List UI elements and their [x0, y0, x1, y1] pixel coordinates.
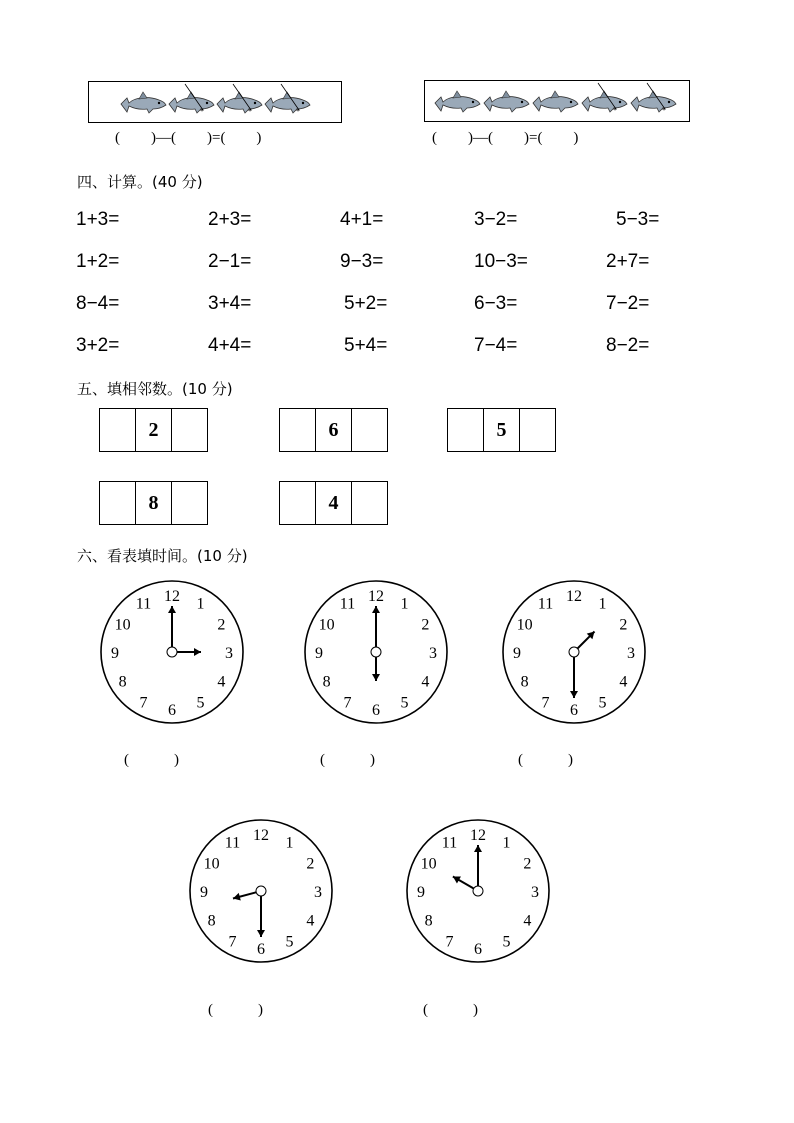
clock-numeral: 9	[417, 884, 425, 901]
clock-numeral: 12	[253, 827, 269, 844]
hour-hand-tip	[194, 648, 201, 656]
clock-numeral: 5	[400, 694, 409, 712]
clock-numeral: 11	[135, 595, 152, 613]
clock-face	[98, 578, 246, 726]
fish-icon	[631, 83, 676, 115]
clock-numeral: 1	[400, 595, 409, 613]
equation: 2−1=	[208, 251, 252, 272]
clock-numeral: 11	[224, 834, 241, 852]
clock-face	[187, 817, 335, 965]
equation: 1+2=	[76, 251, 120, 272]
equation: 8−2=	[606, 335, 650, 356]
given-number: 2	[136, 409, 172, 451]
clock-center	[371, 647, 381, 657]
equation: 2+7=	[606, 251, 650, 272]
equation: 3+2=	[76, 335, 120, 356]
fish-icon	[435, 91, 480, 112]
clock-numeral: 1	[502, 834, 511, 852]
clock-numeral: 3	[627, 645, 635, 662]
equation: 3+4=	[208, 293, 252, 314]
answer-cell-left[interactable]	[100, 482, 136, 524]
minute-hand-tip	[257, 930, 265, 937]
clock-numeral: 5	[196, 694, 205, 712]
clock-center	[569, 647, 579, 657]
neighbor-number-box	[279, 481, 388, 525]
given-number: 4	[316, 482, 352, 524]
clock-numeral: 1	[285, 834, 294, 852]
clock-face	[302, 578, 450, 726]
clock-face	[500, 578, 648, 726]
clock-numeral: 9	[111, 645, 119, 662]
clock-face	[404, 817, 552, 965]
clock-numeral: 11	[537, 595, 554, 613]
clock-numeral: 7	[139, 694, 148, 712]
neighbor-number-box	[99, 408, 208, 452]
clock-numeral: 12	[566, 588, 582, 605]
clock-numeral: 11	[441, 834, 458, 852]
clock-numeral: 6	[372, 702, 380, 719]
clock-numeral: 8	[520, 673, 529, 691]
clock-numeral: 10	[114, 616, 131, 634]
clock-numeral: 8	[207, 912, 216, 930]
hour-hand-tip	[372, 674, 380, 681]
fish-picture-box-2	[424, 80, 690, 122]
answer-cell-right[interactable]	[172, 409, 207, 451]
clock-numeral: 3	[531, 884, 539, 901]
clock-numeral: 6	[474, 941, 482, 958]
fish-picture-box-1	[88, 81, 342, 123]
time-answer-blank[interactable]: ( )	[124, 752, 179, 768]
subtraction-blank-1: ( )—( )=( )	[115, 130, 262, 146]
time-answer-blank[interactable]: ( )	[518, 752, 573, 768]
clock-numeral: 6	[168, 702, 176, 719]
equation: 2+3=	[208, 209, 252, 230]
fish-group-2	[425, 81, 689, 121]
svg-text:*: *	[613, 106, 617, 115]
fish-icon	[169, 84, 214, 116]
given-number: 8	[136, 482, 172, 524]
given-number: 5	[484, 409, 520, 451]
clock-numeral: 2	[217, 616, 226, 634]
clock-numeral: 12	[368, 588, 384, 605]
clock-numeral: 4	[217, 673, 226, 691]
answer-cell-left[interactable]	[280, 409, 316, 451]
clock-numeral: 4	[421, 673, 430, 691]
clock-numeral: 10	[420, 855, 437, 873]
equation: 6−3=	[474, 293, 518, 314]
time-answer-blank[interactable]: ( )	[423, 1002, 478, 1018]
answer-cell-left[interactable]	[448, 409, 484, 451]
clock-numeral: 3	[225, 645, 233, 662]
equation: 5−3=	[616, 209, 660, 230]
clock-center	[256, 886, 266, 896]
section-6-title: 六、看表填时间。(10 分)	[77, 547, 248, 565]
section-5-title: 五、填相邻数。(10 分)	[77, 380, 233, 398]
minute-hand-tip	[372, 606, 380, 613]
clock-numeral: 7	[445, 933, 454, 951]
clock-numeral: 10	[318, 616, 335, 634]
clock-numeral: 12	[164, 588, 180, 605]
clock-numeral: 7	[541, 694, 550, 712]
fish-icon	[484, 91, 529, 112]
equation: 7−2=	[606, 293, 650, 314]
section-4-title: 四、计算。(40 分)	[77, 173, 203, 191]
minute-hand-tip	[168, 606, 176, 613]
clock-numeral: 9	[315, 645, 323, 662]
clock-numeral: 6	[257, 941, 265, 958]
clock-numeral: 9	[200, 884, 208, 901]
clock-numeral: 1	[598, 595, 607, 613]
svg-text:*: *	[200, 107, 204, 116]
clock-numeral: 4	[523, 912, 532, 930]
clock-numeral: 11	[339, 595, 356, 613]
subtraction-blank-2: ( )—( )=( )	[432, 130, 579, 146]
equation: 7−4=	[474, 335, 518, 356]
fish-icon	[265, 84, 310, 116]
fish-icon	[582, 83, 627, 115]
fish-icon	[121, 92, 166, 113]
clock-numeral: 2	[523, 855, 532, 873]
clock-numeral: 5	[285, 933, 294, 951]
equation: 8−4=	[76, 293, 120, 314]
hour-hand-tip	[233, 893, 241, 901]
clock-numeral: 8	[118, 673, 127, 691]
minute-hand-tip	[474, 845, 482, 852]
given-number: 6	[316, 409, 352, 451]
clock-numeral: 4	[619, 673, 628, 691]
equation: 5+2=	[344, 293, 388, 314]
clock-numeral: 10	[203, 855, 220, 873]
fish-group-1	[89, 82, 341, 122]
clock-numeral: 5	[502, 933, 511, 951]
equation: 5+4=	[344, 335, 388, 356]
clock-numeral: 7	[343, 694, 352, 712]
neighbor-number-box	[447, 408, 556, 452]
clock-numeral: 1	[196, 595, 205, 613]
clock-numeral: 3	[429, 645, 437, 662]
clock-numeral: 10	[516, 616, 533, 634]
equation: 4+1=	[340, 209, 384, 230]
clock-numeral: 2	[306, 855, 315, 873]
equation: 9−3=	[340, 251, 384, 272]
equation: 1+3=	[76, 209, 120, 230]
clock-numeral: 7	[228, 933, 237, 951]
clock-center	[473, 886, 483, 896]
answer-cell-right[interactable]	[352, 482, 387, 524]
answer-cell-right[interactable]	[520, 409, 555, 451]
clock-numeral: 9	[513, 645, 521, 662]
clock-numeral: 3	[314, 884, 322, 901]
fish-icon	[217, 84, 262, 116]
neighbor-number-box	[99, 481, 208, 525]
neighbor-number-box	[279, 408, 388, 452]
svg-text:*: *	[296, 107, 300, 116]
minute-hand-tip	[570, 691, 578, 698]
equation: 4+4=	[208, 335, 252, 356]
svg-text:*: *	[248, 107, 252, 116]
clock-numeral: 2	[421, 616, 430, 634]
answer-cell-left[interactable]	[100, 409, 136, 451]
answer-cell-right[interactable]	[352, 409, 387, 451]
clock-numeral: 2	[619, 616, 628, 634]
clock-numeral: 4	[306, 912, 315, 930]
clock-numeral: 8	[322, 673, 331, 691]
answer-cell-right[interactable]	[172, 482, 207, 524]
clock-numeral: 12	[470, 827, 486, 844]
equation: 3−2=	[474, 209, 518, 230]
clock-numeral: 6	[570, 702, 578, 719]
answer-cell-left[interactable]	[280, 482, 316, 524]
equation: 10−3=	[474, 251, 528, 272]
time-answer-blank[interactable]: ( )	[320, 752, 375, 768]
clock-numeral: 5	[598, 694, 607, 712]
clock-center	[167, 647, 177, 657]
fish-icon	[533, 91, 578, 112]
clock-numeral: 8	[424, 912, 433, 930]
svg-text:*: *	[662, 106, 666, 115]
time-answer-blank[interactable]: ( )	[208, 1002, 263, 1018]
